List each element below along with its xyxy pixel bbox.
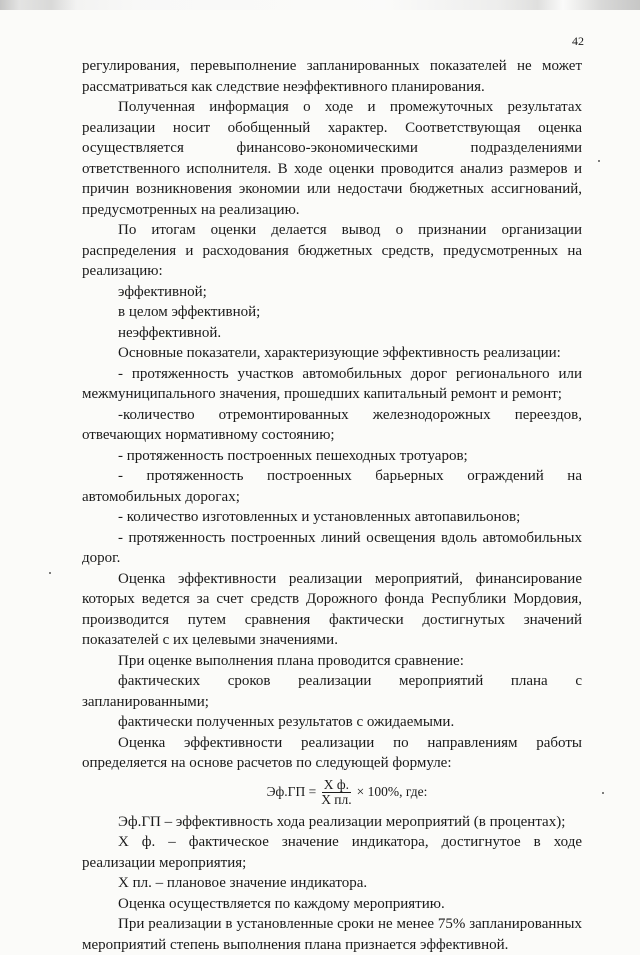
- paragraphs-before-formula: [82, 56, 582, 774]
- efficiency-formula: [82, 774, 582, 812]
- paragraph: -количество отремонтированных железнодорожных переездов, отвечающих нормативному состоянию;: [82, 405, 582, 446]
- scan-speck: [602, 792, 604, 794]
- paragraph: неэффективной.: [82, 323, 582, 344]
- paragraph: - протяженность построенных линий освещения вдоль автомобильных дорог.: [82, 528, 582, 569]
- formula-lhs: Эф.ГП =: [267, 782, 317, 803]
- paragraph: Х ф. – фактическое значение индикатора, достигнутое в ходе реализации мероприятия;: [82, 832, 582, 873]
- paragraph: По итогам оценки делается вывод о признании организации распределения и расходования бюджетных средств, предусмотренных на реализацию:: [82, 220, 582, 282]
- paragraph: - протяженность участков автомобильных дорог регионального или межмуниципального значения, прошедших капитальный ремонт и ремонт;: [82, 364, 582, 405]
- formula-rhs: × 100%, где:: [357, 782, 428, 803]
- paragraph: - протяженность построенных пешеходных тротуаров;: [82, 446, 582, 467]
- scan-speck: [49, 572, 51, 574]
- formula-fraction: [319, 778, 353, 807]
- paragraph: Полученная информация о ходе и промежуточных результатах реализации носит обобщенный характер. Соответствующая оценка осуществляется финансово-экономическими подразделениями ответственного исполнителя. В ходе оценки проводится анализ размеров и причин возникновения экономии или недостачи бюджетных ассигнований, предусмотренных на реализацию.: [82, 97, 582, 220]
- paragraph: Основные показатели, характеризующие эффективность реализации:: [82, 343, 582, 364]
- paragraph: Эф.ГП – эффективность хода реализации мероприятий (в процентах);: [82, 812, 582, 833]
- paragraph: Оценка эффективности реализации по направлениям работы определяется на основе расчетов по следующей формуле:: [82, 733, 582, 774]
- formula-numerator: Х ф.: [322, 778, 351, 793]
- paragraph: регулирования, перевыполнение запланированных показателей не может рассматриваться как следствие неэффективного планирования.: [82, 56, 582, 97]
- paragraph: Х пл. – плановое значение индикатора.: [82, 873, 582, 894]
- page-number: 42: [572, 34, 584, 49]
- paragraph: - количество изготовленных и установленных автопавильонов;: [82, 507, 582, 528]
- scan-speck: [598, 160, 600, 162]
- paragraph: При реализации в установленные сроки не менее 75% запланированных мероприятий степень выполнения плана признается эффективной.: [82, 914, 582, 955]
- paragraph: фактически полученных результатов с ожидаемыми.: [82, 712, 582, 733]
- paragraph: Оценка осуществляется по каждому мероприятию.: [82, 894, 582, 915]
- paragraph: эффективной;: [82, 282, 582, 303]
- document-body: [82, 56, 582, 955]
- formula-denominator: Х пл.: [319, 793, 353, 807]
- paragraph: Оценка эффективности реализации мероприятий, финансирование которых ведется за счет средств Дорожного фонда Республики Мордовия, производится путем сравнения фактически достигнутых значений показателей с их целевыми значениями.: [82, 569, 582, 651]
- paragraphs-after-formula: [82, 812, 582, 955]
- paragraph: При оценке выполнения плана проводится сравнение:: [82, 651, 582, 672]
- paragraph: - протяженность построенных барьерных ограждений на автомобильных дорогах;: [82, 466, 582, 507]
- scan-edge-artifact: [0, 0, 640, 10]
- paragraph: фактических сроков реализации мероприятий плана с запланированными;: [82, 671, 582, 712]
- paragraph: в целом эффективной;: [82, 302, 582, 323]
